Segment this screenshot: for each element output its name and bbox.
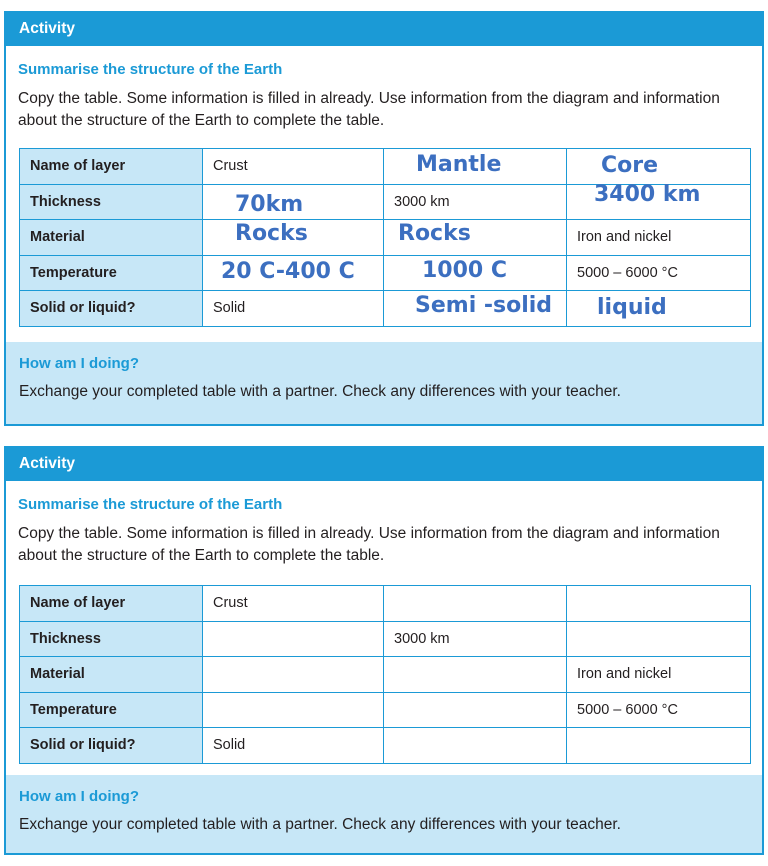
handwritten-answer: liquid: [597, 295, 667, 320]
handwritten-answer: Core: [601, 153, 659, 178]
row-label: Material: [20, 657, 203, 693]
self-check-section: [6, 342, 762, 424]
handwritten-cell: [567, 291, 751, 327]
activity-subtitle: Summarise the structure of the Earth: [18, 496, 283, 513]
handwritten-answer: Rocks: [398, 221, 471, 246]
self-check-title: How am I doing?: [19, 788, 139, 805]
table-cell: [567, 728, 751, 764]
table-cell: [203, 657, 384, 693]
table-row: [20, 220, 751, 256]
handwritten-answer: Rocks: [235, 221, 308, 246]
handwritten-cell: [203, 255, 384, 291]
row-label: Name of layer: [20, 149, 203, 185]
row-label: Temperature: [20, 255, 203, 291]
self-check-text: Exchange your completed table with a partner. Check any differences with your teacher.: [19, 383, 621, 400]
handwritten-answer: Mantle: [416, 152, 502, 177]
handwritten-answer: 70km: [235, 191, 304, 217]
self-check-section: [6, 775, 762, 853]
table-cell: Crust: [203, 586, 384, 622]
table-cell: Crust: [203, 149, 384, 185]
table-row: [20, 621, 751, 657]
activity-panel-blank: [4, 446, 764, 855]
handwritten-cell: [384, 220, 567, 256]
row-label: Material: [20, 220, 203, 256]
table-cell: 5000 – 6000 °C: [567, 692, 751, 728]
table-row: [20, 255, 751, 291]
table-row: [20, 291, 751, 327]
self-check-text: Exchange your completed table with a partner. Check any differences with your teacher.: [19, 816, 621, 833]
handwritten-cell: [567, 181, 751, 220]
earth-layers-table: [19, 585, 751, 764]
handwritten-cell: [384, 149, 567, 185]
table-row: [20, 657, 751, 693]
table-row: [20, 149, 751, 185]
table-cell: Solid: [203, 291, 384, 327]
row-label: Thickness: [20, 621, 203, 657]
table-row: [20, 586, 751, 622]
table-cell: [567, 621, 751, 657]
row-label: Solid or liquid?: [20, 291, 203, 327]
table-cell: Solid: [203, 728, 384, 764]
activity-panel-filled: [4, 11, 764, 426]
activity-subtitle: Summarise the structure of the Earth: [18, 61, 283, 78]
table-row: [20, 728, 751, 764]
handwritten-answer: 1000 C: [422, 257, 508, 283]
handwritten-cell: [203, 220, 384, 256]
table-cell: [384, 586, 567, 622]
activity-instructions: Copy the table. Some information is filled in already. Use information from the diagram and information about the structure of the Earth to complete the table.: [18, 525, 720, 564]
self-check-title: How am I doing?: [19, 355, 139, 372]
handwritten-cell: [567, 149, 751, 185]
earth-layers-table: [19, 148, 751, 327]
table-cell: 3000 km: [384, 621, 567, 657]
activity-header: Activity: [6, 448, 762, 481]
handwritten-cell: [384, 255, 567, 291]
handwritten-answer: 3400 km: [594, 181, 701, 207]
table-cell: [203, 692, 384, 728]
table-cell: [567, 586, 751, 622]
handwritten-answer: Semi -solid: [415, 293, 553, 318]
table-cell: 3000 km: [384, 184, 567, 220]
row-label: Solid or liquid?: [20, 728, 203, 764]
table-row: [20, 184, 751, 220]
activity-instructions: Copy the table. Some information is filled in already. Use information from the diagram and information about the structure of the Earth to complete the table.: [18, 90, 720, 129]
table-cell: [203, 621, 384, 657]
row-label: Temperature: [20, 692, 203, 728]
activity-header: Activity: [6, 13, 762, 46]
table-cell: [384, 692, 567, 728]
row-label: Name of layer: [20, 586, 203, 622]
handwritten-answer: 20 C-400 C: [221, 258, 355, 284]
handwritten-cell: [384, 291, 567, 327]
handwritten-cell: [203, 184, 384, 220]
table-cell: [384, 657, 567, 693]
row-label: Thickness: [20, 184, 203, 220]
table-cell: 5000 – 6000 °C: [567, 255, 751, 291]
table-cell: Iron and nickel: [567, 657, 751, 693]
table-cell: [384, 728, 567, 764]
table-row: [20, 692, 751, 728]
table-cell: Iron and nickel: [567, 220, 751, 256]
